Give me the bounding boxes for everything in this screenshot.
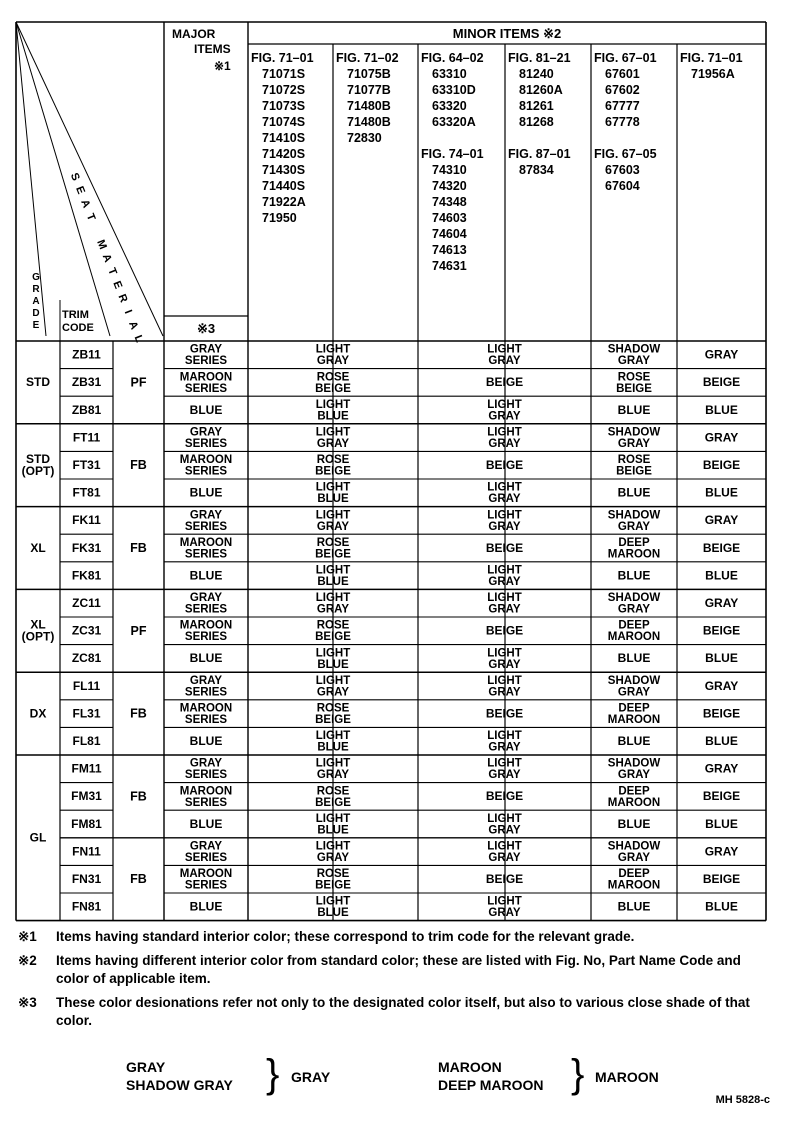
minor-color: ROSE	[316, 454, 350, 467]
figure-number: FIG. 71–01	[251, 51, 314, 65]
minor-color: ROSE	[316, 702, 350, 715]
major-color: SERIES	[184, 796, 228, 809]
major-color: SERIES	[184, 520, 228, 533]
trim-code: ZC31	[71, 623, 102, 638]
part-number: 71440S	[262, 179, 306, 193]
minor-color: BLUE	[617, 568, 651, 583]
major-color: SERIES	[184, 852, 228, 865]
part-number: 71074S	[262, 115, 306, 129]
part-number: 63320A	[432, 115, 476, 129]
minor-color: GRAY	[704, 347, 739, 362]
minor-color: LIGHT	[487, 564, 522, 577]
minor-color: ROSE	[316, 619, 350, 632]
figure-number: FIG. 87–01	[508, 147, 571, 161]
grade-header: R	[32, 284, 40, 295]
material-label: FB	[130, 706, 147, 721]
seat-material-header: E	[73, 184, 87, 196]
minor-color: GRAY	[488, 410, 521, 423]
seat-material-header: E	[110, 279, 125, 291]
part-number: 74348	[432, 195, 467, 209]
part-number: 71071S	[262, 67, 306, 81]
minor-color: DEEP	[618, 702, 650, 715]
part-number: 67602	[605, 83, 640, 97]
major-color: BLUE	[189, 651, 223, 666]
minor-color: ROSE	[617, 371, 651, 384]
trim-code: FK31	[71, 540, 102, 555]
minor-color: LIGHT	[315, 730, 351, 743]
part-number: 71922A	[262, 195, 306, 209]
part-number: 71077B	[347, 83, 391, 97]
major-color: SERIES	[184, 438, 228, 451]
minor-color: MAROON	[607, 631, 661, 644]
footnote-3	[18, 994, 774, 1030]
part-number: 63310	[432, 67, 467, 81]
minor-color: LIGHT	[315, 398, 351, 411]
minor-color: GRAY	[488, 769, 521, 782]
minor-color: BEIGE	[702, 623, 741, 638]
major-color: MAROON	[179, 702, 233, 715]
major-items-header: ITEMS	[194, 42, 231, 56]
footnote-text: Items having different interior color from standard color; these are listed with Fig. No, Part Name Code and color of applicable item.	[56, 953, 741, 986]
trim-code: FT31	[72, 458, 101, 473]
minor-color: SHADOW	[607, 757, 661, 770]
minor-color: SHADOW	[607, 509, 661, 522]
major-color: GRAY	[189, 343, 223, 356]
trim-code-header: TRIM	[62, 309, 89, 321]
trim-code: FM31	[71, 789, 102, 804]
minor-color: LIGHT	[315, 343, 351, 356]
minor-color: BEIGE	[485, 872, 524, 887]
minor-color: GRAY	[316, 438, 350, 451]
major-color: SERIES	[184, 465, 228, 478]
document-reference: MH 5828-c	[715, 1094, 770, 1106]
minor-color: BLUE	[317, 410, 349, 423]
header-fan-line	[16, 22, 110, 336]
major-color: SERIES	[184, 686, 228, 699]
trim-code: ZB31	[71, 375, 102, 390]
material-label: FB	[130, 789, 147, 804]
minor-color: GRAY	[316, 520, 350, 533]
trim-code: FN81	[71, 899, 102, 914]
minor-color: LIGHT	[487, 730, 522, 743]
footnote-mark: ※2	[18, 953, 37, 968]
minor-color: BLUE	[317, 576, 349, 589]
trim-code: ZC81	[71, 651, 102, 666]
part-number: 71956A	[691, 67, 735, 81]
trim-code: FM11	[71, 761, 102, 776]
footnote-text: Items having standard interior color; these correspond to trim code for the relevant grade.	[56, 929, 635, 944]
part-number: 74613	[432, 243, 467, 257]
minor-color: GRAY	[488, 824, 521, 837]
material-label: PF	[130, 375, 147, 390]
seat-material-header: L	[131, 333, 146, 345]
minor-color: LIGHT	[487, 343, 522, 356]
grade-label: (OPT)	[21, 629, 55, 644]
minor-color: BLUE	[705, 816, 738, 831]
minor-color: GRAY	[704, 761, 739, 776]
minor-color: BLUE	[705, 651, 738, 666]
minor-color: ROSE	[617, 454, 651, 467]
major-color: GRAY	[189, 426, 223, 439]
minor-color: MAROON	[607, 548, 661, 561]
part-number: 81268	[519, 115, 554, 129]
minor-color: LIGHT	[487, 840, 522, 853]
part-number: 81260A	[519, 83, 563, 97]
minor-color: BLUE	[617, 651, 651, 666]
footnote-mark: ※1	[18, 929, 37, 944]
seat-material-header: R	[115, 292, 130, 305]
minor-color: SHADOW	[607, 840, 661, 853]
part-number: 71430S	[262, 163, 306, 177]
minor-color: LIGHT	[487, 895, 522, 908]
minor-color: LIGHT	[315, 812, 351, 825]
minor-color: GRAY	[488, 576, 521, 589]
table-text	[22, 26, 743, 919]
part-number: 72830	[347, 131, 382, 145]
figure-number: FIG. 64–02	[421, 51, 484, 65]
minor-color: GRAY	[617, 355, 651, 368]
major-color: GRAY	[189, 757, 223, 770]
part-number: 71420S	[262, 147, 306, 161]
part-number: 71075B	[347, 67, 391, 81]
footnote-text: These color desionations refer not only to the designated color itself, but also to various close shade of that color.	[56, 995, 750, 1028]
minor-color: ROSE	[316, 371, 350, 384]
part-number: 74631	[432, 259, 467, 273]
minor-color: BEIGE	[315, 879, 351, 892]
brace-icon: }	[266, 1052, 280, 1096]
minor-color: BEIGE	[485, 623, 524, 638]
trim-code: ZC11	[72, 596, 101, 611]
minor-color: ROSE	[316, 868, 350, 881]
minor-color: DEEP	[618, 619, 650, 632]
minor-color: GRAY	[704, 513, 739, 528]
part-number: 71480B	[347, 99, 391, 113]
major-color: GRAY	[189, 674, 223, 687]
major-items-header: MAJOR	[172, 27, 216, 41]
minor-color: SHADOW	[607, 592, 661, 605]
seat-material-header: A	[99, 252, 114, 265]
seat-material-header: T	[83, 211, 98, 223]
minor-color: BEIGE	[616, 382, 652, 395]
part-number: 74604	[432, 227, 467, 241]
footnotes	[18, 928, 774, 1036]
major-color: GRAY	[189, 840, 223, 853]
legend-maroon-result: MAROON	[595, 1069, 659, 1085]
minor-color: GRAY	[488, 852, 521, 865]
minor-color: LIGHT	[315, 592, 351, 605]
trim-code: FL11	[72, 678, 101, 693]
minor-color: LIGHT	[315, 647, 351, 660]
minor-color: DEEP	[618, 785, 650, 798]
grade-label: XL	[30, 617, 46, 632]
minor-color: MAROON	[607, 879, 661, 892]
minor-color: LIGHT	[315, 426, 351, 439]
major-color: BLUE	[189, 402, 223, 417]
minor-color: LIGHT	[315, 757, 351, 770]
minor-color: ROSE	[316, 536, 350, 549]
part-number: 74320	[432, 179, 467, 193]
major-color: GRAY	[189, 509, 223, 522]
minor-color: BEIGE	[702, 458, 741, 473]
major-color: MAROON	[179, 454, 233, 467]
minor-color: BLUE	[317, 658, 349, 671]
part-number: 87834	[519, 163, 554, 177]
grade-label: STD	[26, 375, 50, 390]
minor-color: BLUE	[617, 402, 651, 417]
legend-item: MAROON	[438, 1059, 502, 1075]
minor-color: BLUE	[317, 741, 349, 754]
minor-color: SHADOW	[607, 674, 661, 687]
minor-color: BLUE	[617, 899, 651, 914]
minor-color: GRAY	[704, 678, 739, 693]
minor-color: LIGHT	[487, 426, 522, 439]
minor-color: GRAY	[617, 769, 651, 782]
minor-color: BEIGE	[485, 706, 524, 721]
part-number: 81240	[519, 67, 554, 81]
major-color: BLUE	[189, 899, 223, 914]
minor-color: GRAY	[488, 355, 521, 368]
minor-color: LIGHT	[487, 481, 522, 494]
minor-color: BEIGE	[315, 548, 351, 561]
minor-color: SHADOW	[607, 343, 661, 356]
grade-header: D	[32, 308, 40, 319]
trim-code: FT81	[72, 485, 101, 500]
part-number: 63320	[432, 99, 467, 113]
trim-code: ZB81	[71, 402, 102, 417]
part-number: 63310D	[432, 83, 476, 97]
minor-color: LIGHT	[315, 840, 351, 853]
major-color: SERIES	[184, 769, 228, 782]
minor-color: BEIGE	[702, 789, 741, 804]
grade-label: STD	[26, 452, 50, 467]
part-number: 67777	[605, 99, 640, 113]
legend-gray-group	[126, 1058, 233, 1094]
major-color: BLUE	[189, 734, 223, 749]
minor-color: BLUE	[705, 899, 738, 914]
minor-color: BEIGE	[616, 465, 652, 478]
part-number: 71950	[262, 211, 297, 225]
seat-material-header: M	[94, 238, 109, 252]
minor-color: BLUE	[705, 734, 738, 749]
grade-header: A	[32, 296, 40, 307]
seat-material-header: A	[126, 319, 141, 332]
major-color: MAROON	[179, 536, 233, 549]
grade-header: G	[32, 272, 40, 283]
minor-color: LIGHT	[487, 812, 522, 825]
trim-code: FL31	[72, 706, 101, 721]
minor-color: GRAY	[488, 493, 521, 506]
minor-color: GRAY	[488, 658, 521, 671]
trim-code: FK11	[72, 513, 101, 528]
minor-color: SHADOW	[607, 426, 661, 439]
major-color: GRAY	[189, 592, 223, 605]
minor-color: GRAY	[488, 686, 521, 699]
minor-color: GRAY	[316, 355, 350, 368]
trim-code: FK81	[71, 568, 102, 583]
minor-color: BEIGE	[315, 382, 351, 395]
part-number: 71410S	[262, 131, 306, 145]
minor-items-header: MINOR ITEMS ※2	[452, 26, 562, 41]
major-color: SERIES	[184, 603, 228, 616]
minor-color: BEIGE	[702, 872, 741, 887]
trim-code: FL81	[72, 734, 101, 749]
minor-color: DEEP	[618, 868, 650, 881]
figure-number: FIG. 71–02	[336, 51, 399, 65]
minor-color: BLUE	[317, 824, 349, 837]
part-number: 67778	[605, 115, 640, 129]
legend-maroon-group	[438, 1058, 544, 1094]
minor-color: GRAY	[488, 741, 521, 754]
footnote-2	[18, 952, 774, 988]
figure-number: FIG. 71–01	[680, 51, 743, 65]
minor-color: BLUE	[705, 568, 738, 583]
major-color: MAROON	[179, 619, 233, 632]
major-color: MAROON	[179, 785, 233, 798]
part-number: 71073S	[262, 99, 306, 113]
minor-color: BEIGE	[702, 375, 741, 390]
minor-color: GRAY	[488, 907, 521, 920]
legend-gray-result: GRAY	[291, 1069, 331, 1085]
major-color: SERIES	[184, 548, 228, 561]
figure-number: FIG. 74–01	[421, 147, 484, 161]
trim-code: FN11	[72, 844, 101, 859]
minor-color: GRAY	[704, 596, 739, 611]
trim-code: FN31	[71, 872, 102, 887]
part-number: 74310	[432, 163, 467, 177]
major-color: SERIES	[184, 714, 228, 727]
figure-number: FIG. 67–05	[594, 147, 657, 161]
trim-code: FT11	[72, 430, 101, 445]
minor-color: BLUE	[705, 402, 738, 417]
minor-color: BEIGE	[315, 714, 351, 727]
minor-color: BEIGE	[315, 796, 351, 809]
grade-label: XL	[30, 540, 46, 555]
minor-color: BLUE	[705, 485, 738, 500]
minor-color: BLUE	[317, 493, 349, 506]
major-color: SERIES	[184, 355, 228, 368]
part-number: 71480B	[347, 115, 391, 129]
minor-color: BEIGE	[702, 540, 741, 555]
part-number: 67601	[605, 67, 640, 81]
minor-color: GRAY	[316, 603, 350, 616]
footnote-1	[18, 928, 774, 946]
minor-color: GRAY	[488, 520, 521, 533]
major-color: MAROON	[179, 371, 233, 384]
grade-label: GL	[29, 830, 47, 845]
minor-color: BEIGE	[315, 631, 351, 644]
material-label: PF	[130, 623, 147, 638]
seat-material-header: S	[67, 171, 82, 183]
note3-mark: ※3	[196, 321, 216, 336]
minor-color: ROSE	[316, 785, 350, 798]
seat-material-header: I	[121, 308, 134, 316]
minor-color: GRAY	[488, 438, 521, 451]
major-color: BLUE	[189, 568, 223, 583]
major-color: BLUE	[189, 485, 223, 500]
trim-code: ZB11	[72, 347, 101, 362]
minor-color: GRAY	[617, 686, 651, 699]
minor-color: BEIGE	[702, 706, 741, 721]
minor-color: LIGHT	[315, 564, 351, 577]
grade-label: (OPT)	[21, 464, 55, 479]
seat-material-header: A	[78, 197, 93, 210]
part-number: 67604	[605, 179, 640, 193]
minor-color: BEIGE	[485, 789, 524, 804]
seat-material-header: T	[105, 266, 119, 277]
trim-code: FM81	[71, 816, 102, 831]
minor-color: GRAY	[316, 769, 350, 782]
major-color: MAROON	[179, 868, 233, 881]
minor-color: BLUE	[617, 816, 651, 831]
minor-color: GRAY	[316, 686, 350, 699]
minor-color: GRAY	[617, 438, 651, 451]
minor-color: BEIGE	[485, 540, 524, 555]
figure-number: FIG. 67–01	[594, 51, 657, 65]
major-color: BLUE	[189, 816, 223, 831]
minor-color: MAROON	[607, 714, 661, 727]
footnote-mark: ※3	[18, 995, 37, 1010]
minor-color: LIGHT	[487, 757, 522, 770]
material-label: FB	[130, 458, 147, 473]
minor-color: LIGHT	[487, 509, 522, 522]
minor-color: MAROON	[607, 796, 661, 809]
legend-item: GRAY	[126, 1059, 166, 1075]
minor-color: LIGHT	[315, 481, 351, 494]
minor-color: LIGHT	[315, 895, 351, 908]
legend-item: DEEP MAROON	[438, 1077, 544, 1093]
major-items-header: ※1	[214, 59, 231, 73]
minor-color: LIGHT	[487, 592, 522, 605]
major-color: SERIES	[184, 879, 228, 892]
minor-color: LIGHT	[487, 674, 522, 687]
minor-color: BLUE	[617, 734, 651, 749]
minor-color: LIGHT	[315, 674, 351, 687]
material-label: FB	[130, 541, 147, 555]
minor-color: BLUE	[317, 907, 349, 920]
major-color: SERIES	[184, 382, 228, 395]
trim-code-header: CODE	[62, 322, 94, 334]
figure-number: FIG. 81–21	[508, 51, 571, 65]
grade-header: E	[32, 320, 40, 331]
minor-color: GRAY	[488, 603, 521, 616]
minor-color: LIGHT	[315, 509, 351, 522]
part-number: 71072S	[262, 83, 306, 97]
minor-color: GRAY	[617, 520, 651, 533]
minor-color: BEIGE	[315, 465, 351, 478]
part-number: 81261	[519, 99, 554, 113]
legend-item: SHADOW GRAY	[126, 1077, 233, 1093]
minor-color: GRAY	[617, 852, 651, 865]
minor-color: GRAY	[316, 852, 350, 865]
minor-color: LIGHT	[487, 647, 522, 660]
minor-color: BEIGE	[485, 458, 524, 473]
part-number: 67603	[605, 163, 640, 177]
grade-label: DX	[29, 706, 47, 721]
brace-icon: }	[571, 1052, 585, 1096]
minor-color: GRAY	[704, 430, 739, 445]
major-color: SERIES	[184, 631, 228, 644]
minor-color: GRAY	[617, 603, 651, 616]
minor-color: DEEP	[618, 536, 650, 549]
material-label: FB	[130, 872, 147, 887]
minor-color: BEIGE	[485, 375, 524, 390]
part-number: 74603	[432, 211, 467, 225]
minor-color: GRAY	[704, 844, 739, 859]
header-fan-line	[16, 22, 46, 336]
minor-color: LIGHT	[487, 398, 522, 411]
minor-color: BLUE	[617, 485, 651, 500]
